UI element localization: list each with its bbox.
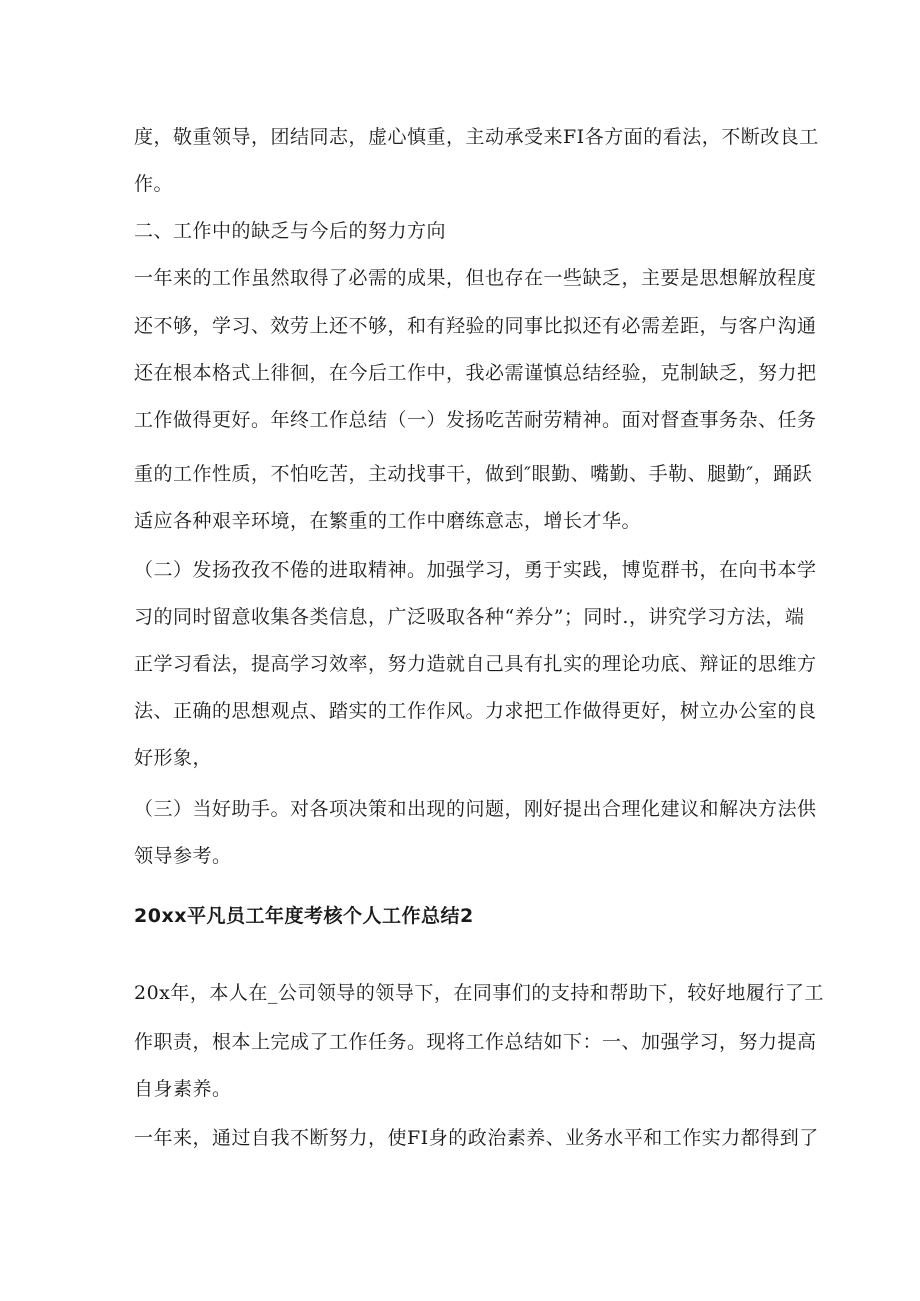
text-line: 作。 [134,173,174,195]
text-line: 还在根本格式上徘徊，在今后工作中，我必需谨慎总结经验，克制缺乏，努力把 [134,362,817,384]
text-line: 作职责，根本上完成了工作任务。现将工作总结如下：一、加强学习，努力提高 [134,1031,817,1053]
section-heading: 二、工作中的缺乏与今后的努力方向 [134,220,447,242]
text-line: 还不够，学习、效劳上还不够，和有羟验的同事比拟还有必需差距，与客户沟通 [134,315,817,337]
text-line: 20x年，本人在_公司领导的领导下，在同事们的支持和帮助下，较好地履行了工 [134,982,824,1004]
text-line: 度，敬重领导，团结同志，虚心慎重，主动承受来FI各方面的看法，不断改良工 [134,126,819,148]
text-line: 一年来，通过自我不断努力，使FI身的政治素养、业务水平和工作实力都得到了 [134,1127,819,1149]
text-line: 工作做得更好。年终工作总结（一）发扬吃苦耐劳精神。面对督查事务杂、任务 [134,409,817,431]
text-line: 正学习看法，提高学习效率，努力造就自己具有扎实的理论功底、辩证的思维方 [134,653,817,675]
text-line: （三）当好助手。对各项决策和出现的问题，刚好提出合理化建议和解决方法供 [134,798,817,820]
text-line: 自身素养。 [134,1078,232,1100]
text-line: 法、正确的思想观点、踏实的工作作风。力求把工作做得更好，树立办公室的良 [134,700,817,722]
text-line: 重的工作性质，不怕吃苦，主动找事干，做到″眼勤、嘴勤、手勒、腿勤″，踊跃 [134,463,813,485]
text-line: 好形象， [134,747,213,769]
text-line: 适应各种艰辛环境，在繁重的工作中磨练意志，增长才华。 [134,510,642,532]
text-line: 领导参考。 [134,845,232,867]
text-line: 习的同时留意收集各类信息，广泛吸取各种“养分”；同时.，讲究学习方法，端 [134,606,805,628]
article-title: 20xx平凡员工年度考核个人工作总结2 [134,905,474,927]
text-line: （二）发扬孜孜不倦的进取精神。加强学习，勇于实践，博览群书，在向书本学 [134,559,817,581]
text-line: 一年来的工作虽然取得了必需的成果，但也存在一些缺乏，主要是思想解放程度 [134,267,817,289]
